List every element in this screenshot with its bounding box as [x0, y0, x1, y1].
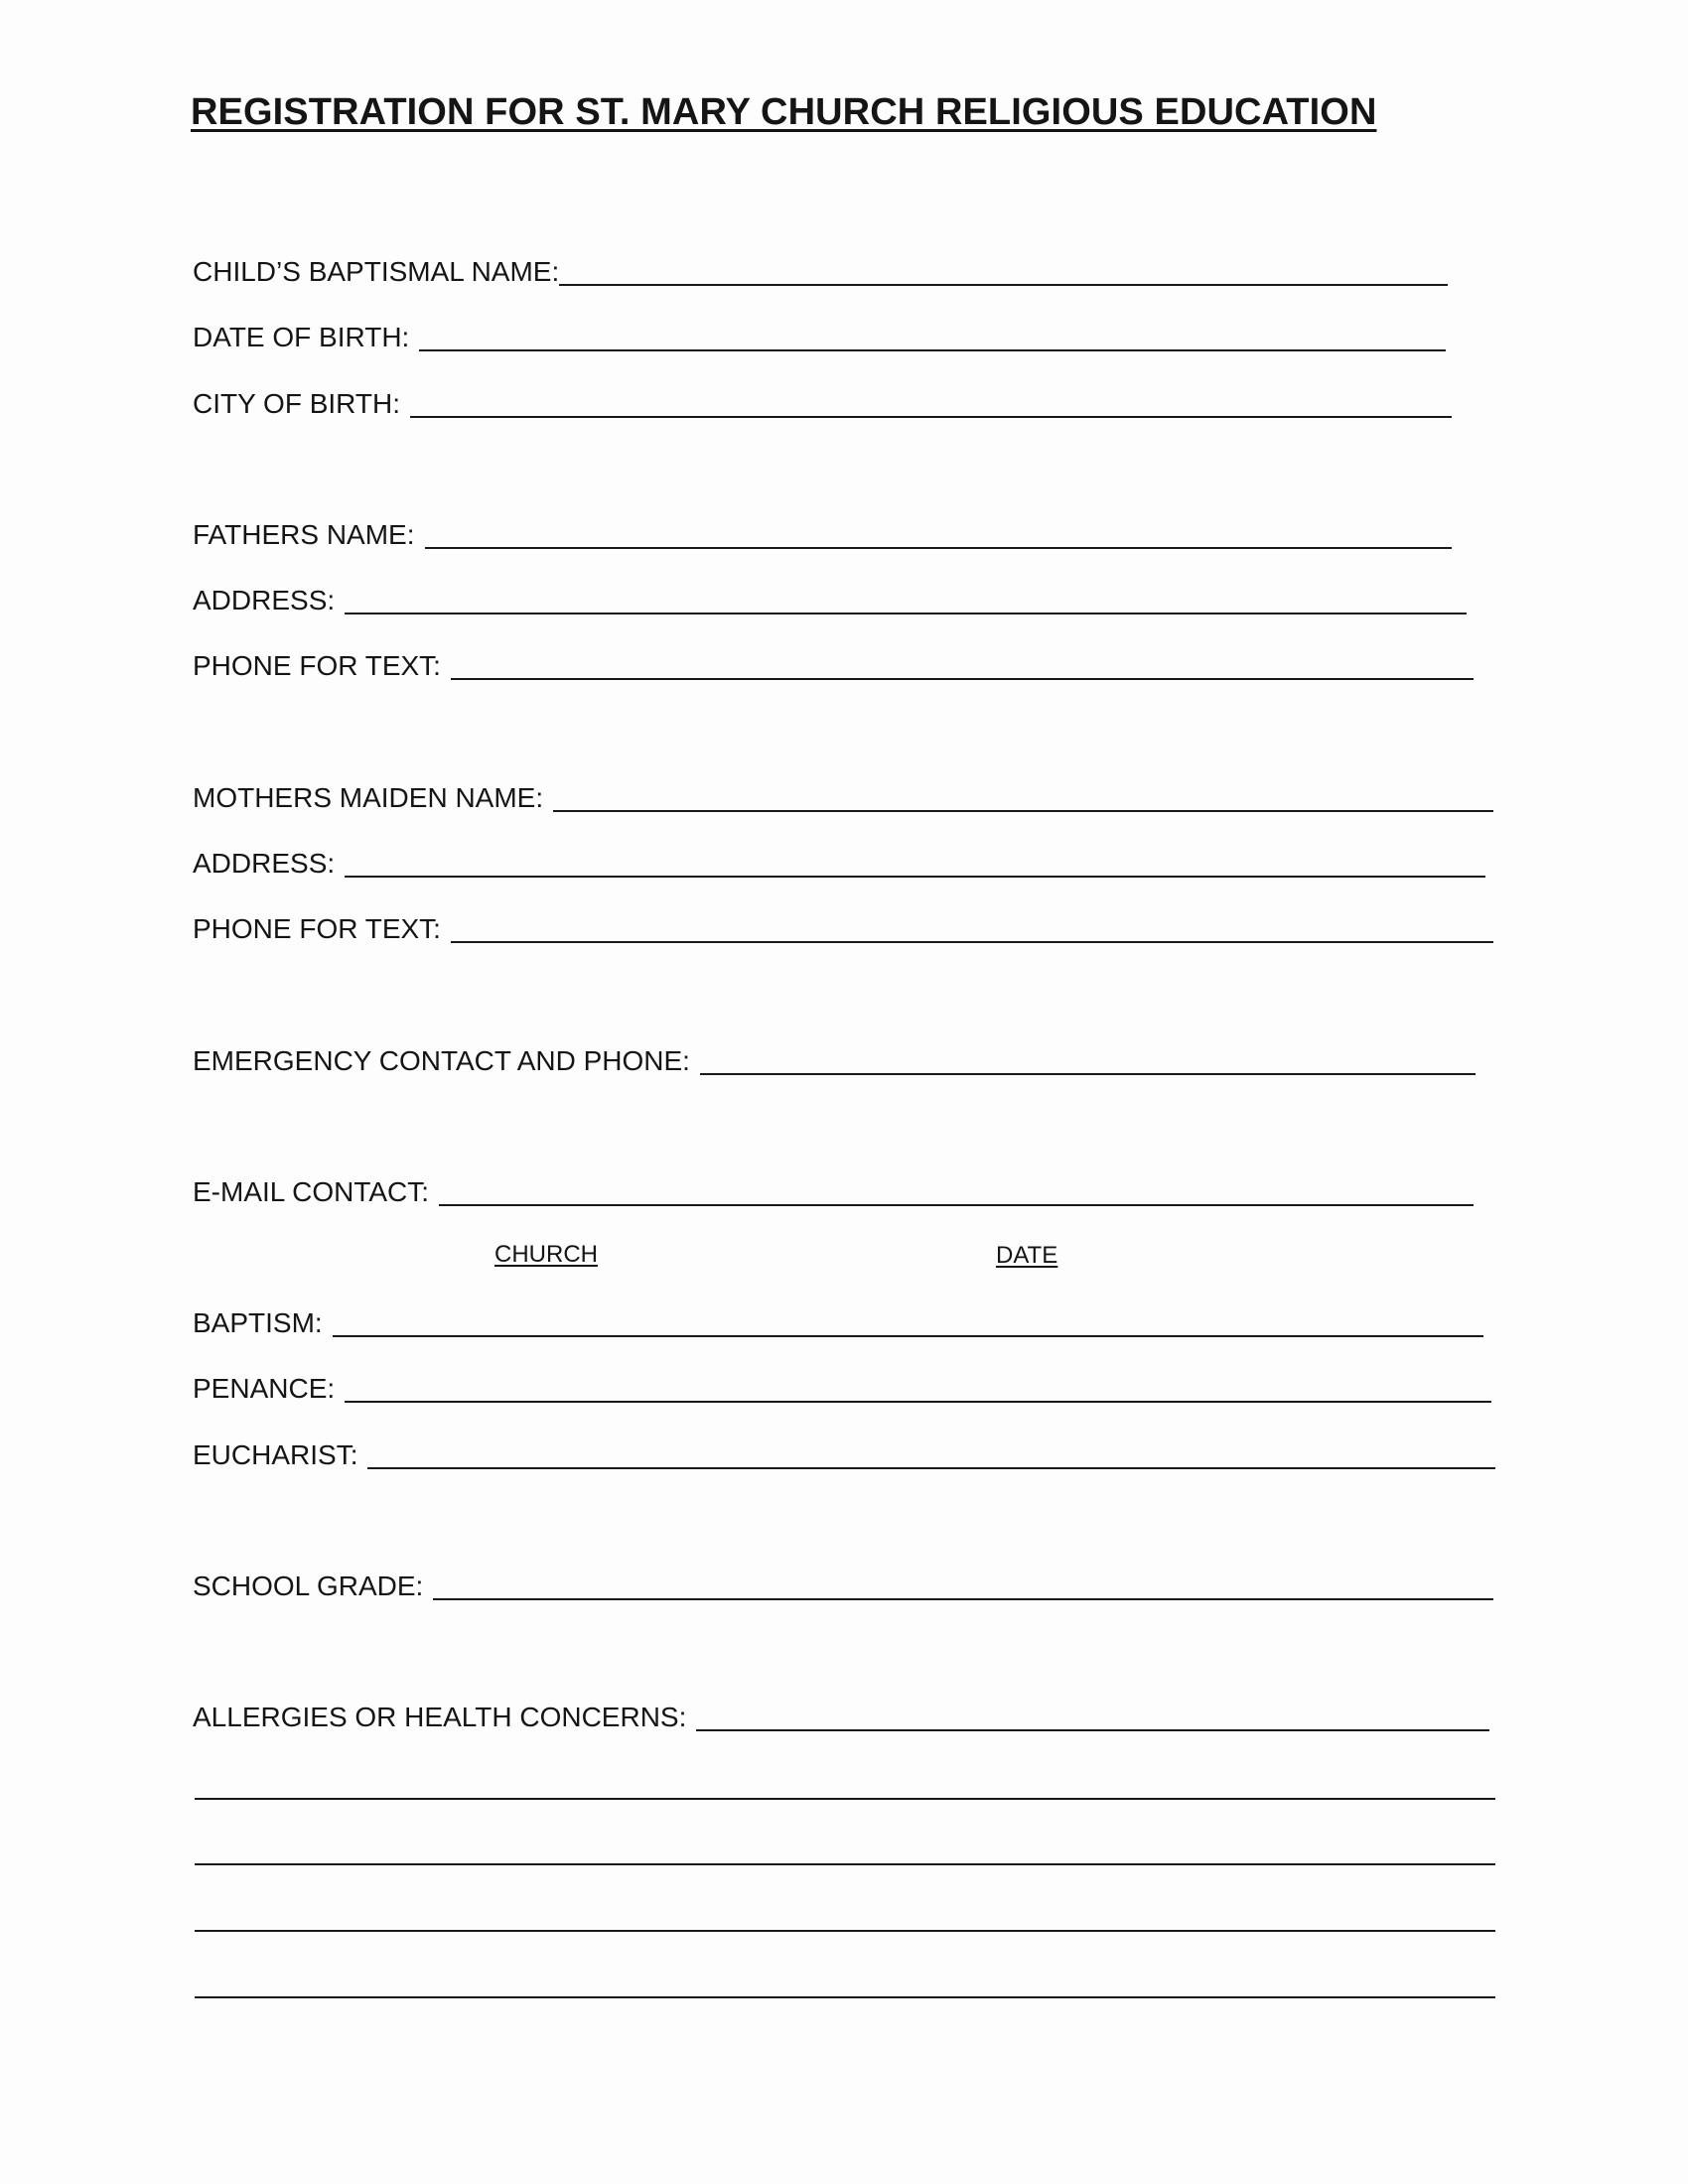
allergies-input[interactable]	[696, 1700, 1489, 1731]
childs-baptismal-name-input[interactable]	[559, 254, 1448, 286]
mothers-maiden-name-label: MOTHERS MAIDEN NAME:	[193, 782, 544, 813]
allergies-field	[193, 1694, 1489, 1733]
date-column-header: DATE	[996, 1242, 1058, 1269]
father-phone-label: PHONE FOR TEXT:	[193, 650, 441, 681]
school-grade-label: SCHOOL GRADE:	[193, 1570, 424, 1601]
mothers-maiden-name-field	[193, 774, 1493, 814]
baptism-input[interactable]	[333, 1305, 1483, 1337]
mother-phone-field	[193, 905, 1493, 945]
mothers-maiden-name-input[interactable]	[553, 780, 1493, 812]
penance-label: PENANCE:	[193, 1373, 336, 1404]
eucharist-input[interactable]	[367, 1437, 1495, 1469]
fathers-name-field	[193, 511, 1452, 551]
date-of-birth-input[interactable]	[419, 320, 1446, 351]
date-of-birth-field	[193, 314, 1446, 353]
school-grade-field	[193, 1563, 1493, 1602]
school-grade-input[interactable]	[433, 1569, 1493, 1600]
fathers-name-input[interactable]	[425, 517, 1452, 549]
father-address-input[interactable]	[345, 583, 1467, 614]
eucharist-label: EUCHARIST:	[193, 1439, 358, 1470]
penance-input[interactable]	[345, 1371, 1491, 1403]
baptism-field	[193, 1299, 1483, 1339]
fathers-name-label: FATHERS NAME:	[193, 519, 415, 550]
allergies-line-4[interactable]	[195, 1930, 1495, 1932]
father-address-field	[193, 577, 1467, 616]
page-title: REGISTRATION FOR ST. MARY CHURCH RELIGIOUS EDUCATION	[191, 91, 1377, 133]
penance-field	[193, 1365, 1491, 1405]
childs-baptismal-name-label: CHILD’S BAPTISMAL NAME:	[193, 256, 560, 287]
allergies-line-2[interactable]	[195, 1798, 1495, 1800]
date-of-birth-label: DATE OF BIRTH:	[193, 322, 410, 352]
city-of-birth-label: CITY OF BIRTH:	[193, 388, 400, 419]
city-of-birth-field	[193, 380, 1452, 420]
childs-baptismal-name-field	[193, 248, 1448, 288]
baptism-label: BAPTISM:	[193, 1307, 323, 1338]
emergency-contact-label: EMERGENCY CONTACT AND PHONE:	[193, 1045, 690, 1076]
church-column-header: CHURCH	[494, 1241, 598, 1268]
allergies-line-5[interactable]	[195, 1996, 1495, 1998]
city-of-birth-input[interactable]	[410, 386, 1452, 418]
allergies-line-3[interactable]	[195, 1863, 1495, 1865]
father-phone-input[interactable]	[451, 648, 1474, 680]
mother-address-label: ADDRESS:	[193, 848, 336, 879]
mother-address-input[interactable]	[345, 846, 1485, 878]
emergency-contact-input[interactable]	[700, 1043, 1476, 1075]
allergies-label: ALLERGIES OR HEALTH CONCERNS:	[193, 1702, 687, 1732]
mother-address-field	[193, 840, 1485, 880]
father-address-label: ADDRESS:	[193, 585, 336, 615]
emergency-contact-field	[193, 1037, 1476, 1077]
father-phone-field	[193, 642, 1474, 682]
email-contact-field	[193, 1168, 1474, 1208]
mother-phone-label: PHONE FOR TEXT:	[193, 913, 441, 944]
email-contact-input[interactable]	[439, 1174, 1474, 1206]
eucharist-field	[193, 1432, 1495, 1471]
email-contact-label: E-MAIL CONTACT:	[193, 1176, 430, 1207]
mother-phone-input[interactable]	[451, 911, 1493, 943]
